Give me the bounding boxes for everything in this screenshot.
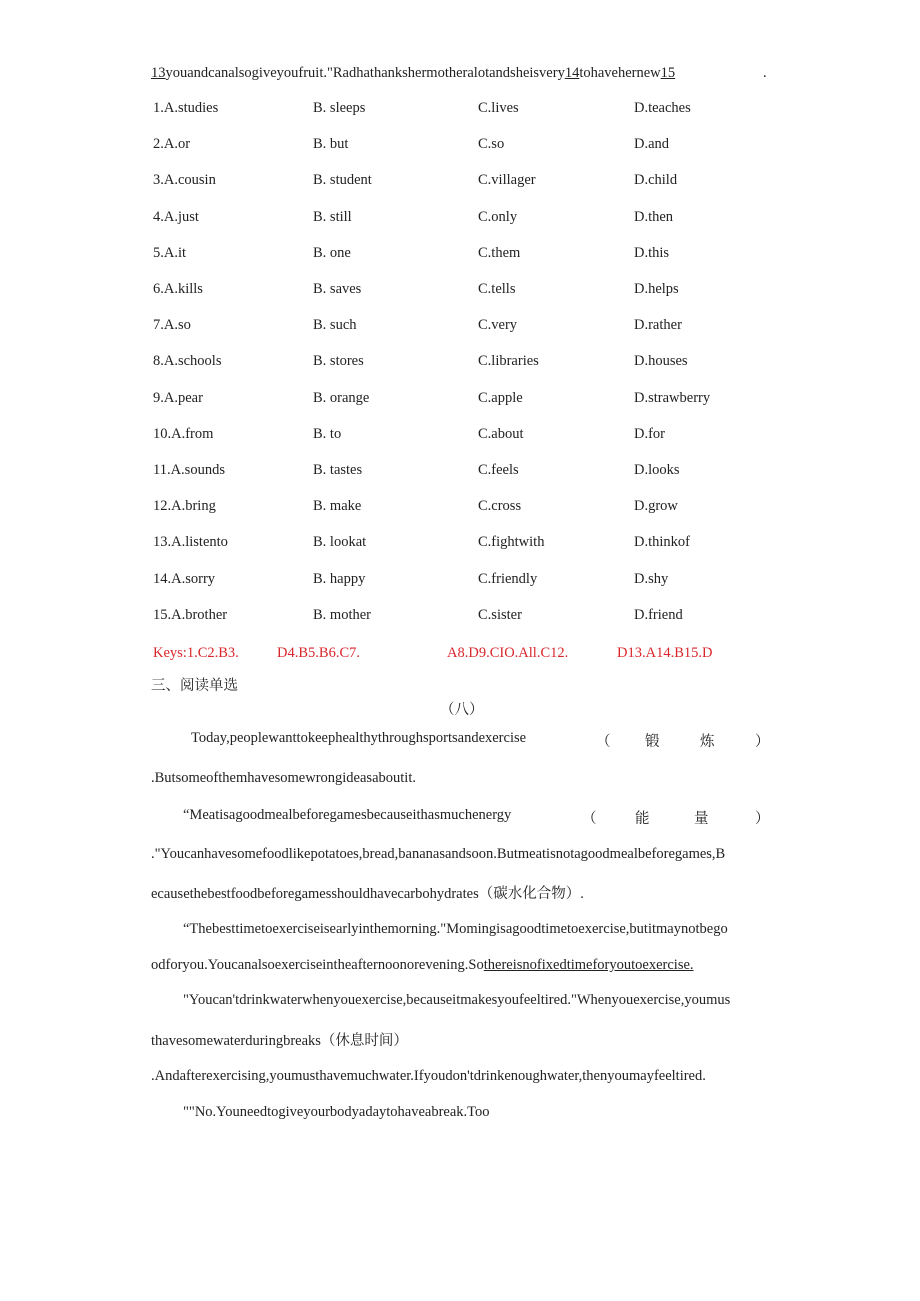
option-row [0, 245, 920, 265]
p1-paren-close: ） [755, 734, 770, 750]
section-title: 三、阅读单选 [151, 678, 238, 694]
option-d: D.then [634, 209, 674, 225]
passage-top-line [151, 65, 675, 82]
option-d: D.friend [634, 607, 683, 623]
option-c: C.lives [478, 100, 519, 116]
option-a: 12.A.bring [153, 498, 216, 514]
option-d: D.grow [634, 498, 678, 514]
option-row [0, 390, 920, 410]
option-c: C.cross [478, 498, 522, 514]
p3-underlined-sentence: thereisnofixedtimeforyoutoexercise. [483, 957, 694, 973]
option-row [0, 100, 920, 120]
option-b: B. make [313, 498, 362, 514]
option-a: 8.A.schools [153, 353, 222, 369]
option-b: B. lookat [313, 534, 367, 550]
option-c: C.fightwith [478, 534, 545, 550]
option-row [0, 462, 920, 482]
option-a: 14.A.sorry [153, 571, 216, 587]
p4-line-2: thavesomewaterduringbreaks（休息时间） [151, 1033, 408, 1049]
p1-line-1: Today,peoplewanttokeephealthythroughsportsandexercise [191, 730, 527, 746]
answer-keys-3: A8.D9.CIO.All.C12. [447, 645, 569, 661]
p1-char-1: 锻 [645, 734, 660, 750]
option-a: 3.A.cousin [153, 172, 216, 188]
option-d: D.thinkof [634, 534, 690, 550]
option-c: C.about [478, 426, 524, 442]
option-d: D.child [634, 172, 678, 188]
option-b: B. student [313, 172, 372, 188]
option-b: B. tastes [313, 462, 363, 478]
option-d: D.and [634, 136, 670, 152]
option-a: 6.A.kills [153, 281, 203, 297]
option-b: B. still [313, 209, 352, 225]
p4-line-1: "Youcan'tdrinkwaterwhenyouexercise,becauseitmakesyoufeeltired."Whenyouexercise,youmus [183, 992, 731, 1008]
option-a: 7.A.so [153, 317, 191, 333]
option-d: D.for [634, 426, 666, 442]
option-d: D.helps [634, 281, 679, 297]
answer-keys-2: D4.B5.B6.C7. [277, 645, 360, 661]
top-line-text-2: tohavehernew [579, 65, 661, 81]
option-a: 9.A.pear [153, 390, 203, 406]
option-d: D.houses [634, 353, 688, 369]
p1-paren-open: （ [596, 734, 611, 750]
p2-paren-open: （ [582, 811, 597, 827]
option-b: B. stores [313, 353, 364, 369]
p4-line-3: .Andafterexercising,youmusthavemuchwater.Ifyoudon'tdrinkenoughwater,thenyoumayfeeltired. [151, 1068, 706, 1084]
option-b: B. saves [313, 281, 362, 297]
option-b: B. but [313, 136, 349, 152]
option-c: C.so [478, 136, 505, 152]
option-row [0, 317, 920, 337]
option-row [0, 607, 920, 627]
option-d: D.shy [634, 571, 669, 587]
option-b: B. happy [313, 571, 366, 587]
p2-line-1: “Meatisagoodmealbeforegamesbecauseithasmuchenergy [183, 807, 512, 823]
blank-13: 13 [151, 65, 166, 81]
p3-line-1: “Thebesttimetoexerciseisearlyinthemorning."Momingisagoodtimetoexercise,butitmaynotbego [183, 921, 728, 937]
option-c: C.feels [478, 462, 519, 478]
p3-line-2 [151, 957, 694, 974]
passage-title: （八） [440, 702, 484, 718]
option-c: C.friendly [478, 571, 538, 587]
option-a: 5.A.it [153, 245, 187, 261]
option-a: 15.A.brother [153, 607, 228, 623]
option-c: C.only [478, 209, 518, 225]
p5-line-1: ""No.Youneedtogiveyourbodyadaytohaveabreak.Too [183, 1104, 490, 1120]
answer-keys-4: D13.A14.B15.D [617, 645, 713, 661]
option-c: C.very [478, 317, 518, 333]
p2-char-2: 量 [694, 811, 709, 827]
option-d: D.rather [634, 317, 682, 333]
option-c: C.apple [478, 390, 523, 406]
blank-15: 15 [660, 65, 676, 81]
option-a: 13.A.listento [153, 534, 228, 550]
option-b: B. such [313, 317, 357, 333]
blank-14: 14 [564, 65, 580, 81]
option-b: B. one [313, 245, 351, 261]
p2-paren-close: ） [755, 811, 770, 827]
option-c: C.tells [478, 281, 516, 297]
option-b: B. to [313, 426, 342, 442]
option-b: B. sleeps [313, 100, 366, 116]
option-a: 10.A.from [153, 426, 214, 442]
option-row [0, 426, 920, 446]
p2-line-2: ."Youcanhavesomefoodlikepotatoes,bread,bananasandsoon.Butmeatisnotagoodmealbeforegames,B [151, 846, 726, 862]
option-a: 11.A.sounds [153, 462, 225, 478]
option-d: D.teaches [634, 100, 691, 116]
option-row [0, 571, 920, 591]
p1-line-2: .Butsomeofthemhavesomewrongideasaboutit. [151, 770, 416, 786]
answer-keys-1: Keys:1.C2.B3. [153, 645, 239, 661]
option-d: D.strawberry [634, 390, 711, 406]
option-c: C.sister [478, 607, 522, 623]
p2-line-3: ecausethebestfoodbeforegamesshouldhavecarbohydrates（碳水化合物）. [151, 886, 584, 902]
p2-char-1: 能 [635, 811, 650, 827]
option-row [0, 281, 920, 301]
p3-line-2-text: odforyou.Youcanalsoexerciseintheafternoonorevening.So [151, 957, 484, 973]
option-a: 1.A.studies [153, 100, 219, 116]
option-row [0, 136, 920, 156]
option-d: D.looks [634, 462, 680, 478]
option-row [0, 498, 920, 518]
p1-char-2: 炼 [700, 734, 715, 750]
option-row [0, 172, 920, 192]
option-c: C.villager [478, 172, 536, 188]
top-line-text-1: youandcanalsogiveyoufruit."Radhathankshermotheralotandsheisvery [165, 65, 565, 81]
option-c: C.libraries [478, 353, 539, 369]
option-row [0, 209, 920, 229]
option-row [0, 534, 920, 554]
option-b: B. mother [313, 607, 371, 623]
option-row [0, 353, 920, 373]
option-c: C.them [478, 245, 521, 261]
option-a: 2.A.or [153, 136, 191, 152]
option-a: 4.A.just [153, 209, 199, 225]
option-b: B. orange [313, 390, 370, 406]
top-line-period: . [763, 65, 767, 81]
option-d: D.this [634, 245, 670, 261]
